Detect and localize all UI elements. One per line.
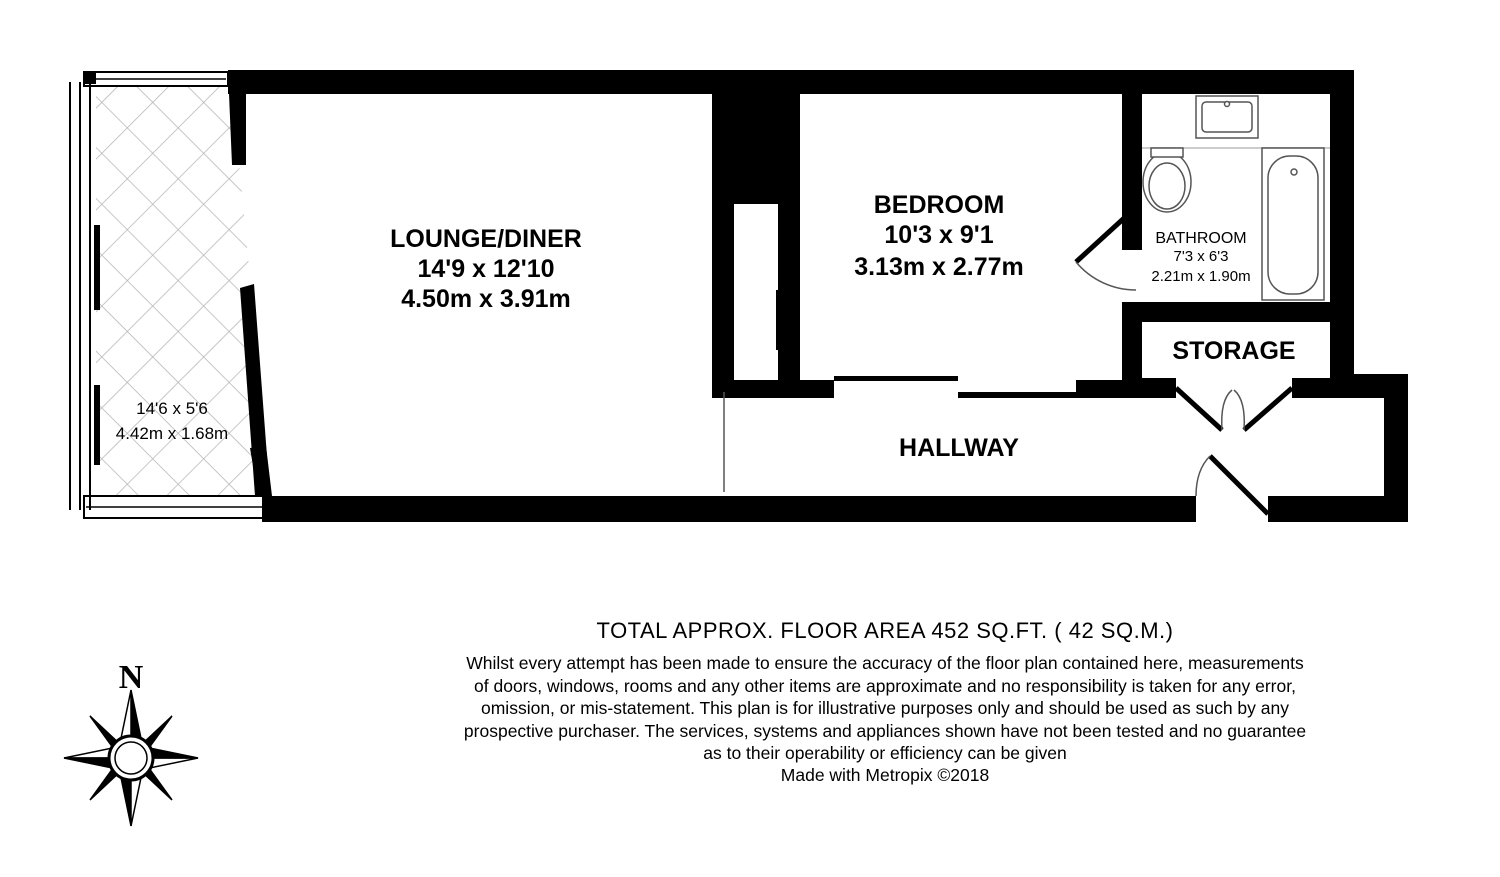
balcony-imperial: 14'6 x 5'6 <box>136 399 208 418</box>
disclaimer-line: prospective purchaser. The services, systems and appliances shown have not been tested and no guarantee <box>463 720 1307 741</box>
disclaimer <box>380 652 1390 765</box>
bedroom-imperial: 10'3 x 9'1 <box>884 221 994 249</box>
storage-door-swing-right <box>1234 390 1244 430</box>
bathroom-door-swing <box>1076 262 1136 290</box>
lounge-metric: 4.50m x 3.91m <box>401 285 571 313</box>
compass <box>64 659 198 826</box>
lounge-imperial: 14'9 x 12'10 <box>417 255 555 283</box>
entrance-door-swing <box>1196 456 1210 496</box>
balcony-glazing <box>70 82 90 510</box>
storage-name: STORAGE <box>1172 337 1296 365</box>
wall-right-upper <box>1330 70 1354 380</box>
compass-rose-icon <box>64 690 198 826</box>
lounge-name: LOUNGE/DINER <box>390 225 582 253</box>
room-label-bedroom <box>854 191 1024 281</box>
disclaimer-line: Whilst every attempt has been made to ensure the accuracy of the floor plan contained here, measurements <box>466 653 1304 673</box>
bathroom-metric: 2.21m x 1.90m <box>1151 268 1251 285</box>
bathroom-imperial: 7'3 x 6'3 <box>1173 248 1229 265</box>
balcony-metric: 4.42m x 1.68m <box>115 424 229 443</box>
storage-door-swing-left <box>1222 390 1232 430</box>
room-label-bathroom <box>1151 230 1250 285</box>
disclaimer-line: omission, or mis-statement. This plan is for illustrative purposes only and should be used as such by any <box>481 698 1289 718</box>
north-label: N <box>118 659 144 696</box>
total-floor-area: TOTAL APPROX. FLOOR AREA 452 SQ.FT. ( 42 SQ.M.) <box>596 618 1174 643</box>
hallway-name: HALLWAY <box>899 434 1019 462</box>
bedroom-metric: 3.13m x 2.77m <box>854 253 1024 281</box>
disclaimer-line: of doors, windows, rooms and any other items are approximate and no responsibility is taken for any error, <box>474 675 1296 696</box>
room-label-lounge <box>390 225 582 313</box>
disclaimer-line: as to their operability or efficiency can be given <box>703 743 1067 763</box>
bathroom-name: BATHROOM <box>1155 230 1247 247</box>
bedroom-name: BEDROOM <box>873 191 1005 219</box>
made-with-credit: Made with Metropix ©2018 <box>780 765 990 785</box>
wall-bottom <box>262 496 1196 522</box>
